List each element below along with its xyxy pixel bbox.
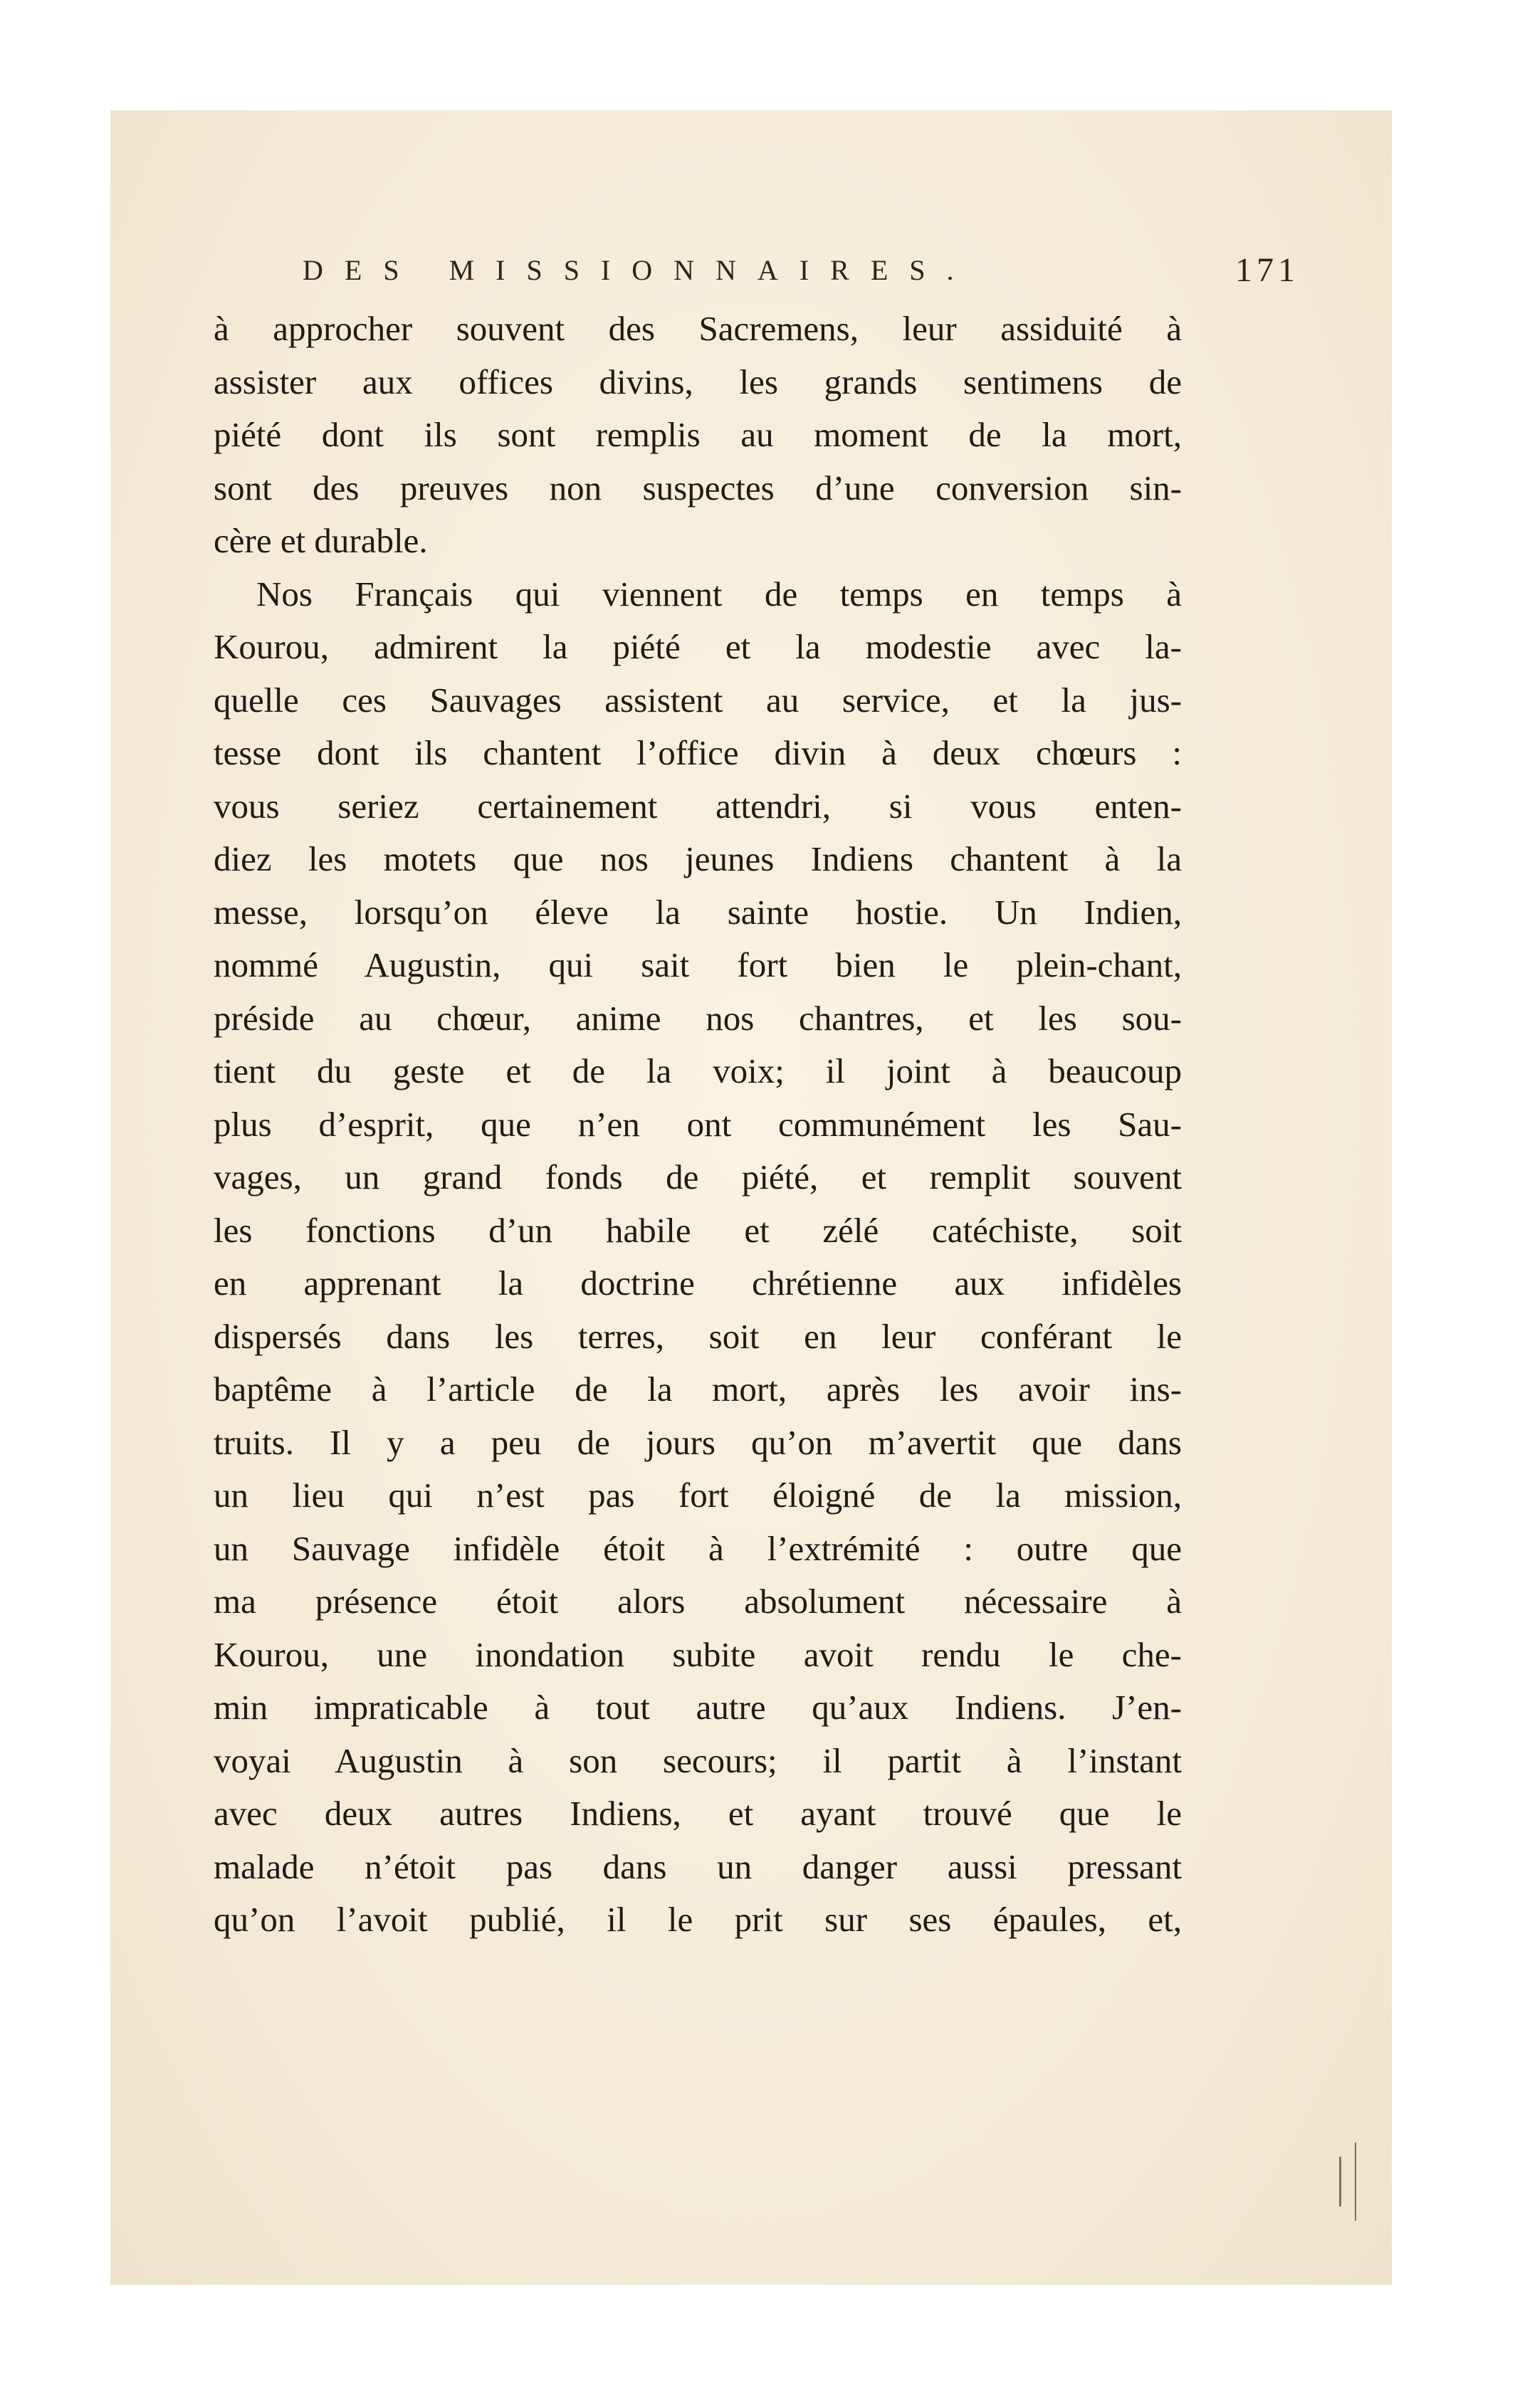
text-line: vages, un grand fonds de piété, et remplit souvent [214, 1157, 1182, 1197]
text-line: ma présence étoit alors absolument nécessaire à [214, 1582, 1182, 1621]
text-line: vous seriez certainement attendri, si vous enten- [214, 786, 1182, 826]
text-line: messe, lorsqu’on éleve la sainte hostie. Un Indien, [214, 892, 1182, 932]
text-line: avec deux autres Indiens, et ayant trouvé que le [214, 1794, 1182, 1833]
text-line: à approcher souvent des Sacremens, leur assiduité à [214, 309, 1182, 348]
text-line: nommé Augustin, qui sait fort bien le plein-chant, [214, 945, 1182, 984]
text-line: tient du geste et de la voix; il joint à beaucoup [214, 1051, 1182, 1090]
text-line: sont des preuves non suspectes d’une conversion sin- [214, 468, 1182, 508]
text-line: diez les motets que nos jeunes Indiens chantent à la [214, 839, 1182, 878]
text-line: Nos Français qui viennent de temps en temps à [256, 574, 1182, 614]
text-line: plus d’esprit, que n’en ont communément les Sau- [214, 1104, 1182, 1144]
text-line: Kourou, une inondation subite avoit rendu le che- [214, 1634, 1182, 1674]
text-line: préside au chœur, anime nos chantres, et les sou- [214, 998, 1182, 1038]
text-line: min impraticable à tout autre qu’aux Indiens. J’en- [214, 1688, 1182, 1727]
running-title: DES MISSIONNAIRES. [303, 254, 975, 286]
text-line: un lieu qui n’est pas fort éloigné de la mission, [214, 1476, 1182, 1515]
text-line: piété dont ils sont remplis au moment de la mort, [214, 415, 1182, 454]
text-line: assister aux offices divins, les grands sentimens de [214, 362, 1182, 401]
page-number: 171 [1235, 251, 1299, 289]
text-line: tesse dont ils chantent l’office divin à deux chœurs : [214, 733, 1182, 772]
text-line: un Sauvage infidèle étoit à l’extrémité : outre que [214, 1528, 1182, 1568]
text-line: les fonctions d’un habile et zélé catéchiste, soit [214, 1210, 1182, 1250]
text-line: truits. Il y a peu de jours qu’on m’avertit que dans [214, 1422, 1182, 1462]
text-line: quelle ces Sauvages assistent au service, et la jus- [214, 680, 1182, 720]
text-line: dispersés dans les terres, soit en leur conférant le [214, 1316, 1182, 1356]
text-line: baptême à l’article de la mort, après les avoir ins- [214, 1369, 1182, 1409]
text-line: cère et durable. [214, 521, 428, 560]
text-line: malade n’étoit pas dans un danger aussi pressant [214, 1846, 1182, 1886]
text-line: Kourou, admirent la piété et la modestie avec la- [214, 627, 1182, 666]
text-line: qu’on l’avoit publié, il le prit sur ses épaules, et, [214, 1900, 1182, 1939]
running-head [303, 242, 1299, 299]
text-line: voyai Augustin à son secours; il partit à l’instant [214, 1740, 1182, 1780]
scanned-page [110, 110, 1392, 2285]
scan-specks [1335, 2143, 1363, 2235]
body-text [214, 303, 1182, 1947]
text-line: en apprenant la doctrine chrétienne aux infidèles [214, 1263, 1182, 1303]
